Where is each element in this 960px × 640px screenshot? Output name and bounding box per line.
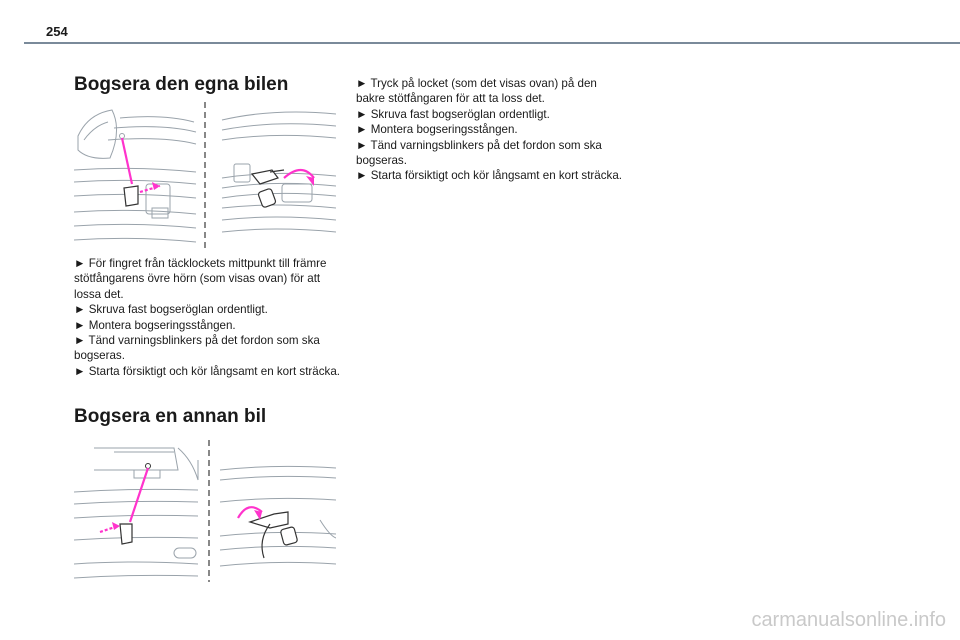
step-other-car-4: ► Tänd varningsblinkers på det fordon som ska bogseras. [356,138,602,168]
steps-own-car [74,256,344,379]
front-bumper-illustration [74,100,336,248]
step-other-car-3: ► Montera bogseringsstången. [356,123,518,137]
section-title-other-car: Bogsera en annan bil [74,406,267,427]
step-own-car-2: ► Skruva fast bogseröglan ordentligt. [74,303,268,317]
header-rule [24,42,960,44]
step-own-car-5: ► Starta försiktigt och kör långsamt en kort sträcka. [74,364,340,378]
step-other-car-1: ► Tryck på locket (som det visas ovan) på den bakre stötfångaren för att ta loss det. [356,77,597,106]
step-own-car-4: ► Tänd varningsblinkers på det fordon som ska bogseras. [74,334,320,363]
step-other-car-2: ► Skruva fast bogseröglan ordentligt. [356,107,550,121]
step-own-car-1: ► För fingret från täcklockets mittpunkt till främre stötfångarens övre hörn (som visas ovan) för att lossa det. [74,257,327,301]
section-title-own-car: Bogsera den egna bilen [74,74,289,95]
steps-other-car [356,76,626,184]
rear-bumper-illustration [74,440,336,582]
page-number: 254 [46,24,68,39]
step-own-car-3: ► Montera bogseringsstången. [74,318,236,332]
step-other-car-5: ► Starta försiktigt och kör långsamt en kort sträcka. [356,169,622,183]
watermark-text: carmanualsonline.info [751,609,946,631]
